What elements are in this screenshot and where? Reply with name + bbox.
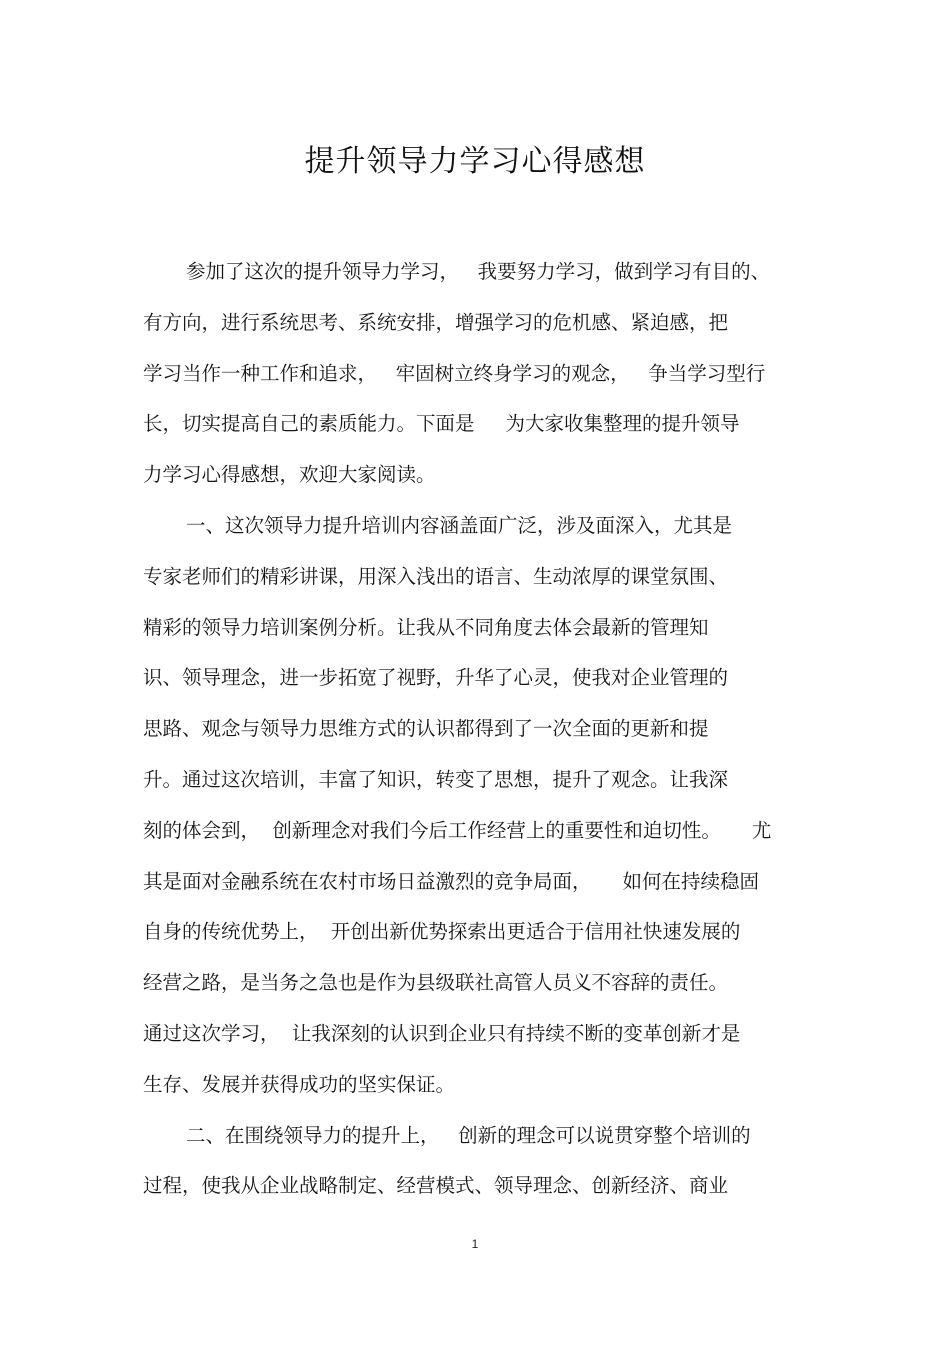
paragraph-line: 生存、发展并获得成功的坚实保证。: [143, 1072, 456, 1096]
paragraph-line: 有方向，进行系统思考、系统安排，增强学习的危机感、紧迫感，把: [143, 310, 729, 334]
document-title: 提升领导力学习心得感想: [304, 144, 646, 179]
paragraph-line: 刻的体会到， 创新理念对我们今后工作经营上的重要性和迫切性。 尤: [143, 818, 772, 842]
paragraph-line: 精彩的领导力培训案例分析。让我从不同角度去体会最新的管理知: [143, 615, 709, 639]
paragraph-line: 二、在围绕领导力的提升上， 创新的理念可以说贯穿整个培训的: [186, 1123, 751, 1147]
page-number: 1: [471, 1237, 479, 1251]
paragraph-line: 力学习心得感想，欢迎大家阅读。: [143, 463, 436, 487]
paragraph-line: 长，切实提高自己的素质能力。下面是 为大家收集整理的提升领导: [143, 412, 740, 436]
paragraph-line: 自身的传统优势上， 开创出新优势探索出更适合于信用社快速发展的: [143, 920, 741, 944]
paragraph-line: 专家老师们的精彩讲课，用深入浅出的语言、生动浓厚的课堂氛围、: [143, 564, 729, 588]
paragraph-line: 过程，使我从企业战略制定、经营模式、领导理念、创新经济、商业: [143, 1174, 729, 1198]
paragraph-line: 升。通过这次培训，丰富了知识，转变了思想，提升了观念。让我深: [143, 767, 729, 791]
paragraph-line: 参加了这次的提升领导力学习， 我要努力学习，做到学习有目的、: [186, 260, 771, 283]
paragraph-line: 通过这次学习， 让我深刻的认识到企业只有持续不断的变革创新才是: [143, 1021, 741, 1045]
paragraph-line: 经营之路，是当务之急也是作为县级联社高管人员义不容辞的责任。: [143, 971, 729, 995]
document-body: [143, 252, 823, 1217]
paragraph-line: 识、领导理念，进一步拓宽了视野，升华了心灵，使我对企业管理的: [143, 666, 729, 690]
paragraph-line: 思路、观念与领导力思维方式的认识都得到了一次全面的更新和提: [143, 717, 709, 741]
paragraph-line: 其是面对金融系统在农村市场日益激烈的竞争局面， 如何在持续稳固: [143, 869, 759, 893]
paragraph-line: 学习当作一种工作和追求， 牢固树立终身学习的观念， 争当学习型行: [143, 361, 766, 385]
paragraph-line: 一、这次领导力提升培训内容涵盖面广泛，涉及面深入，尤其是: [186, 513, 733, 537]
